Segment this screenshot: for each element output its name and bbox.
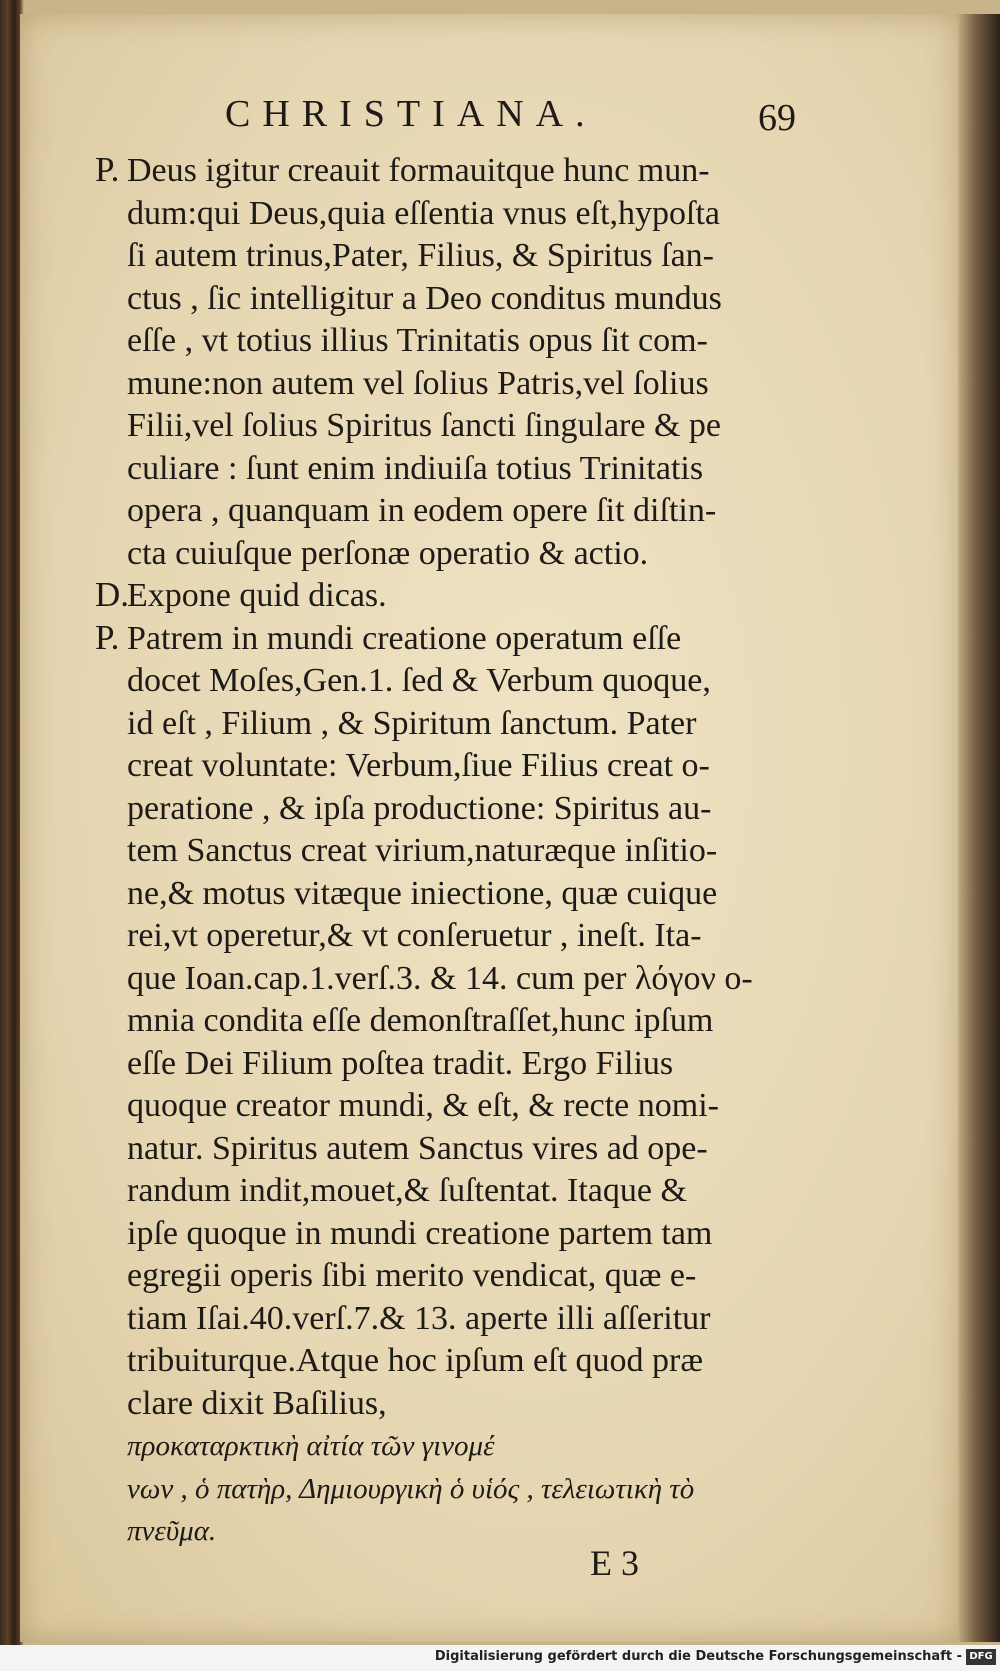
- text-line: egregii operis ſibi merito vendicat, quæ e-: [127, 1257, 697, 1294]
- text-line: ctus , ſic intelligitur a Deo conditus mundus: [127, 279, 722, 317]
- paragraph-3: [95, 618, 815, 1553]
- text-line: peratione , & ipſa productione: Spiritus au-: [127, 789, 712, 827]
- text-line: rei,vt operetur,& vt conſeruetur , ineſt. Ita-: [127, 917, 702, 954]
- text-line: dum:qui Deus,quia eſſentia vnus eſt,hypoſta: [127, 194, 721, 232]
- text-line: tem Sanctus creat virium,naturæque inſitio-: [127, 832, 718, 869]
- book-page: [20, 14, 960, 1642]
- text-line: tiam Iſai.40.verſ.7.& 13. aperte illi aſſeritur: [127, 1299, 711, 1337]
- text-line: tribuiturque.Atque hoc ipſum eſt quod præ: [127, 1342, 704, 1379]
- text-line: cta cuiuſque perſonæ operatio & actio.: [127, 534, 649, 572]
- page-right-shadow: [958, 14, 1000, 1642]
- paragraph-2: [95, 575, 815, 618]
- footer-bar: [0, 1645, 1000, 1671]
- speaker-marker: D.: [95, 575, 130, 614]
- text-line: ipſe quoque in mundi creatione partem tam: [127, 1214, 713, 1252]
- signature-mark: E 3: [590, 1543, 639, 1583]
- text-line: que Ioan.cap.1.verſ.3. & 14. cum per λόγον o-: [127, 959, 753, 997]
- text-line: eſſe Dei Filium poſtea tradit. Ergo Filius: [127, 1044, 674, 1082]
- dfg-logo: DFG: [966, 1649, 996, 1665]
- text-line: Filii,vel ſolius Spiritus ſancti ſingulare & pe: [127, 407, 722, 444]
- text-line: mune:non autem vel ſolius Patris,vel ſolius: [127, 364, 709, 402]
- text-line: clare dixit Baſilius,: [127, 1384, 387, 1422]
- text-line: quoque creator mundi, & eſt, & recte nomi-: [127, 1087, 719, 1124]
- funding-credit: Digitalisierung gefördert durch die Deutsche Forschungsgemeinschaft -: [434, 1649, 962, 1664]
- text-line: Patrem in mundi creatione operatum eſſe: [127, 619, 682, 657]
- text-line: mnia condita eſſe demonſtraſſet,hunc ipſum: [127, 1002, 714, 1039]
- paragraph-1: [95, 150, 815, 575]
- text-line: Deus igitur creauit formauitque hunc mun-: [127, 152, 710, 189]
- text-line: docet Moſes,Gen.1. ſed & Verbum quoque,: [127, 662, 711, 699]
- running-head: CHRISTIANA.: [225, 93, 597, 135]
- text-line: culiare : ſunt enim indiuiſa totius Trinitatis: [127, 449, 704, 487]
- page-number: 69: [758, 97, 796, 139]
- text-line: eſſe , vt totius illius Trinitatis opus ſit com-: [127, 322, 708, 359]
- greek-text-line: νων , ὁ πατὴρ, Δημιουργικὴ ὁ υἱός , τελειωτικὴ τὸ: [127, 1472, 695, 1505]
- text-line: opera , quanquam in eodem opere ſit diſtin-: [127, 492, 717, 529]
- text-line: Expone quid dicas.: [127, 577, 387, 614]
- greek-text-line: προκαταρκτικὴ αἰτία τῶν γινομέ: [127, 1430, 495, 1462]
- text-line: creat voluntate: Verbum,ſiue Filius creat o-: [127, 747, 710, 784]
- text-line: ſi autem trinus,Pater, Filius, & Spiritus ſan-: [127, 237, 714, 274]
- greek-text-line: πνεῦμα.: [127, 1515, 217, 1547]
- text-line: natur. Spiritus autem Sanctus vires ad ope-: [127, 1129, 708, 1167]
- speaker-marker: P.: [95, 617, 120, 657]
- speaker-marker: P.: [95, 150, 120, 189]
- text-block: [95, 150, 815, 1553]
- text-line: randum indit,mouet,& ſuſtentat. Itaque &: [127, 1172, 687, 1209]
- text-line: ne,& motus vitæque iniectione, quæ cuique: [127, 874, 718, 912]
- page-header: [20, 92, 958, 152]
- text-line: id eſt , Filium , & Spiritum ſanctum. Pater: [127, 704, 697, 742]
